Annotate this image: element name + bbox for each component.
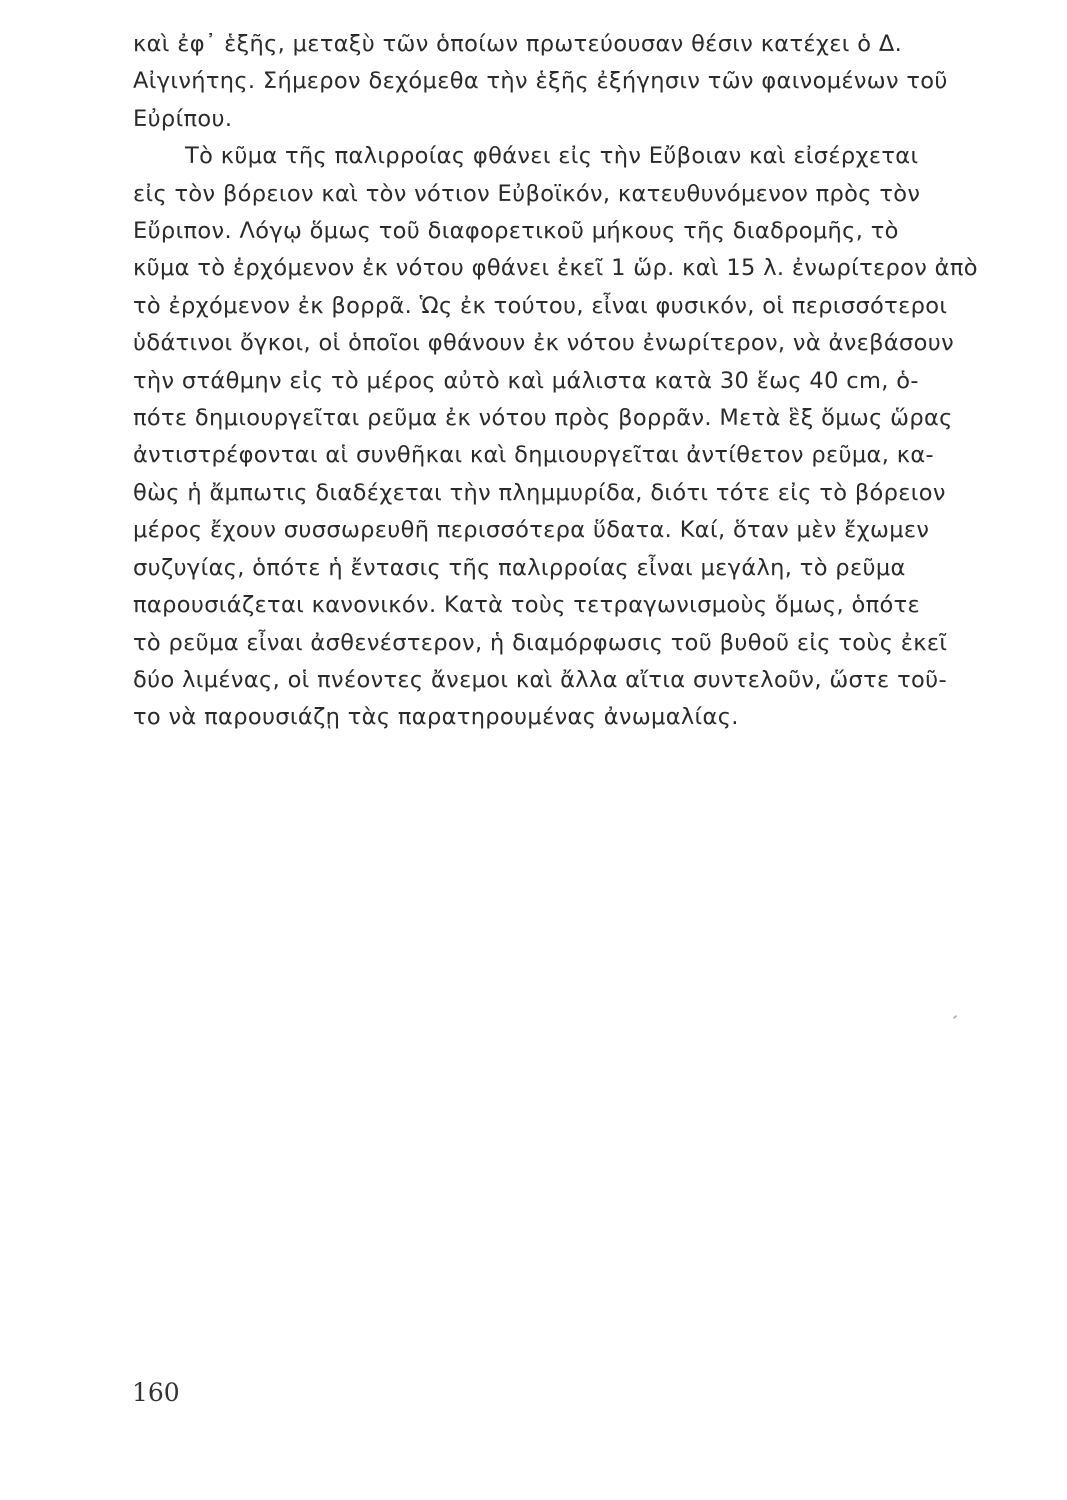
- text-line: πότε δημιουργεῖται ρεῦμα ἐκ νότου πρὸς βορρᾶν. Μετὰ ἓξ ὅμως ὥρας: [133, 405, 953, 432]
- text-line: ἀντιστρέφονται αἱ συνθῆκαι καὶ δημιουργεῖται ἀντίθετον ρεῦμα, κα-: [133, 442, 934, 469]
- text-line: δύο λιμένας, οἱ πνέοντες ἄνεμοι καὶ ἄλλα αἴτια συντελοῦν, ὥστε τοῦ-: [133, 666, 947, 693]
- paragraph-first-line: Τὸ κῦμα τῆς παλιρροίας φθάνει εἰς τὴν Εὔβοιαν καὶ εἰσέρχεται: [185, 143, 919, 170]
- text-line: μέρος ἔχουν συσσωρευθῆ περισσότερα ὕδατα. Καί, ὅταν μὲν ἔχωμεν: [133, 517, 930, 544]
- page-number: 160: [132, 1378, 180, 1407]
- text-line: ὑδάτινοι ὄγκοι, οἱ ὁποῖοι φθάνουν ἐκ νότου ἐνωρίτερον, νὰ ἀνεβάσουν: [133, 330, 955, 357]
- text-line: Εὐρίπου.: [133, 105, 233, 132]
- text-line: παρουσιάζεται κανονικόν. Κατὰ τοὺς τετραγωνισμοὺς ὅμως, ὁπότε: [133, 592, 920, 619]
- text-line: θὼς ἡ ἄμπωτις διαδέχεται τὴν πλημμυρίδα, διότι τότε εἰς τὸ βόρειον: [133, 479, 946, 506]
- body-text: [133, 26, 1013, 737]
- text-line: Εὔριπον. Λόγῳ ὅμως τοῦ διαφορετικοῦ μήκους τῆς διαδρομῆς, τὸ: [133, 218, 899, 245]
- text-line: συζυγίας, ὁπότε ἡ ἔντασις τῆς παλιρροίας εἶναι μεγάλη, τὸ ρεῦμα: [133, 554, 906, 581]
- text-line: τὸ ρεῦμα εἶναι ἀσθενέστερον, ἡ διαμόρφωσις τοῦ βυθοῦ εἰς τοὺς ἐκεῖ: [133, 629, 948, 656]
- text-line: Αἰγινήτης. Σήμερον δεχόμεθα τὴν ἑξῆς ἐξήγησιν τῶν φαινομένων τοῦ: [133, 68, 948, 95]
- scan-speck: [953, 1015, 957, 1019]
- text-line: τὸ ἐρχόμενον ἐκ βορρᾶ. Ὡς ἐκ τούτου, εἶναι φυσικόν, οἱ περισσότεροι: [133, 292, 948, 319]
- text-line: τὴν στάθμην εἰς τὸ μέρος αὐτὸ καὶ μάλιστα κατὰ 30 ἕως 40 cm, ὁ-: [133, 367, 919, 394]
- text-line: κῦμα τὸ ἐρχόμενον ἐκ νότου φθάνει ἐκεῖ 1 ὥρ. καὶ 15 λ. ἐνωρίτερον ἀπὸ: [133, 255, 978, 282]
- text-line: εἰς τὸν βόρειον καὶ τὸν νότιον Εὐβοϊκόν, κατευθυνόμενον πρὸς τὸν: [133, 180, 921, 207]
- text-line: καὶ ἐφ᾽ ἑξῆς, μεταξὺ τῶν ὁποίων πρωτεύουσαν θέσιν κατέχει ὁ Δ.: [133, 31, 903, 57]
- text-line: το νὰ παρουσιάζῃ τὰς παρατηρουμένας ἀνωμαλίας.: [133, 704, 739, 731]
